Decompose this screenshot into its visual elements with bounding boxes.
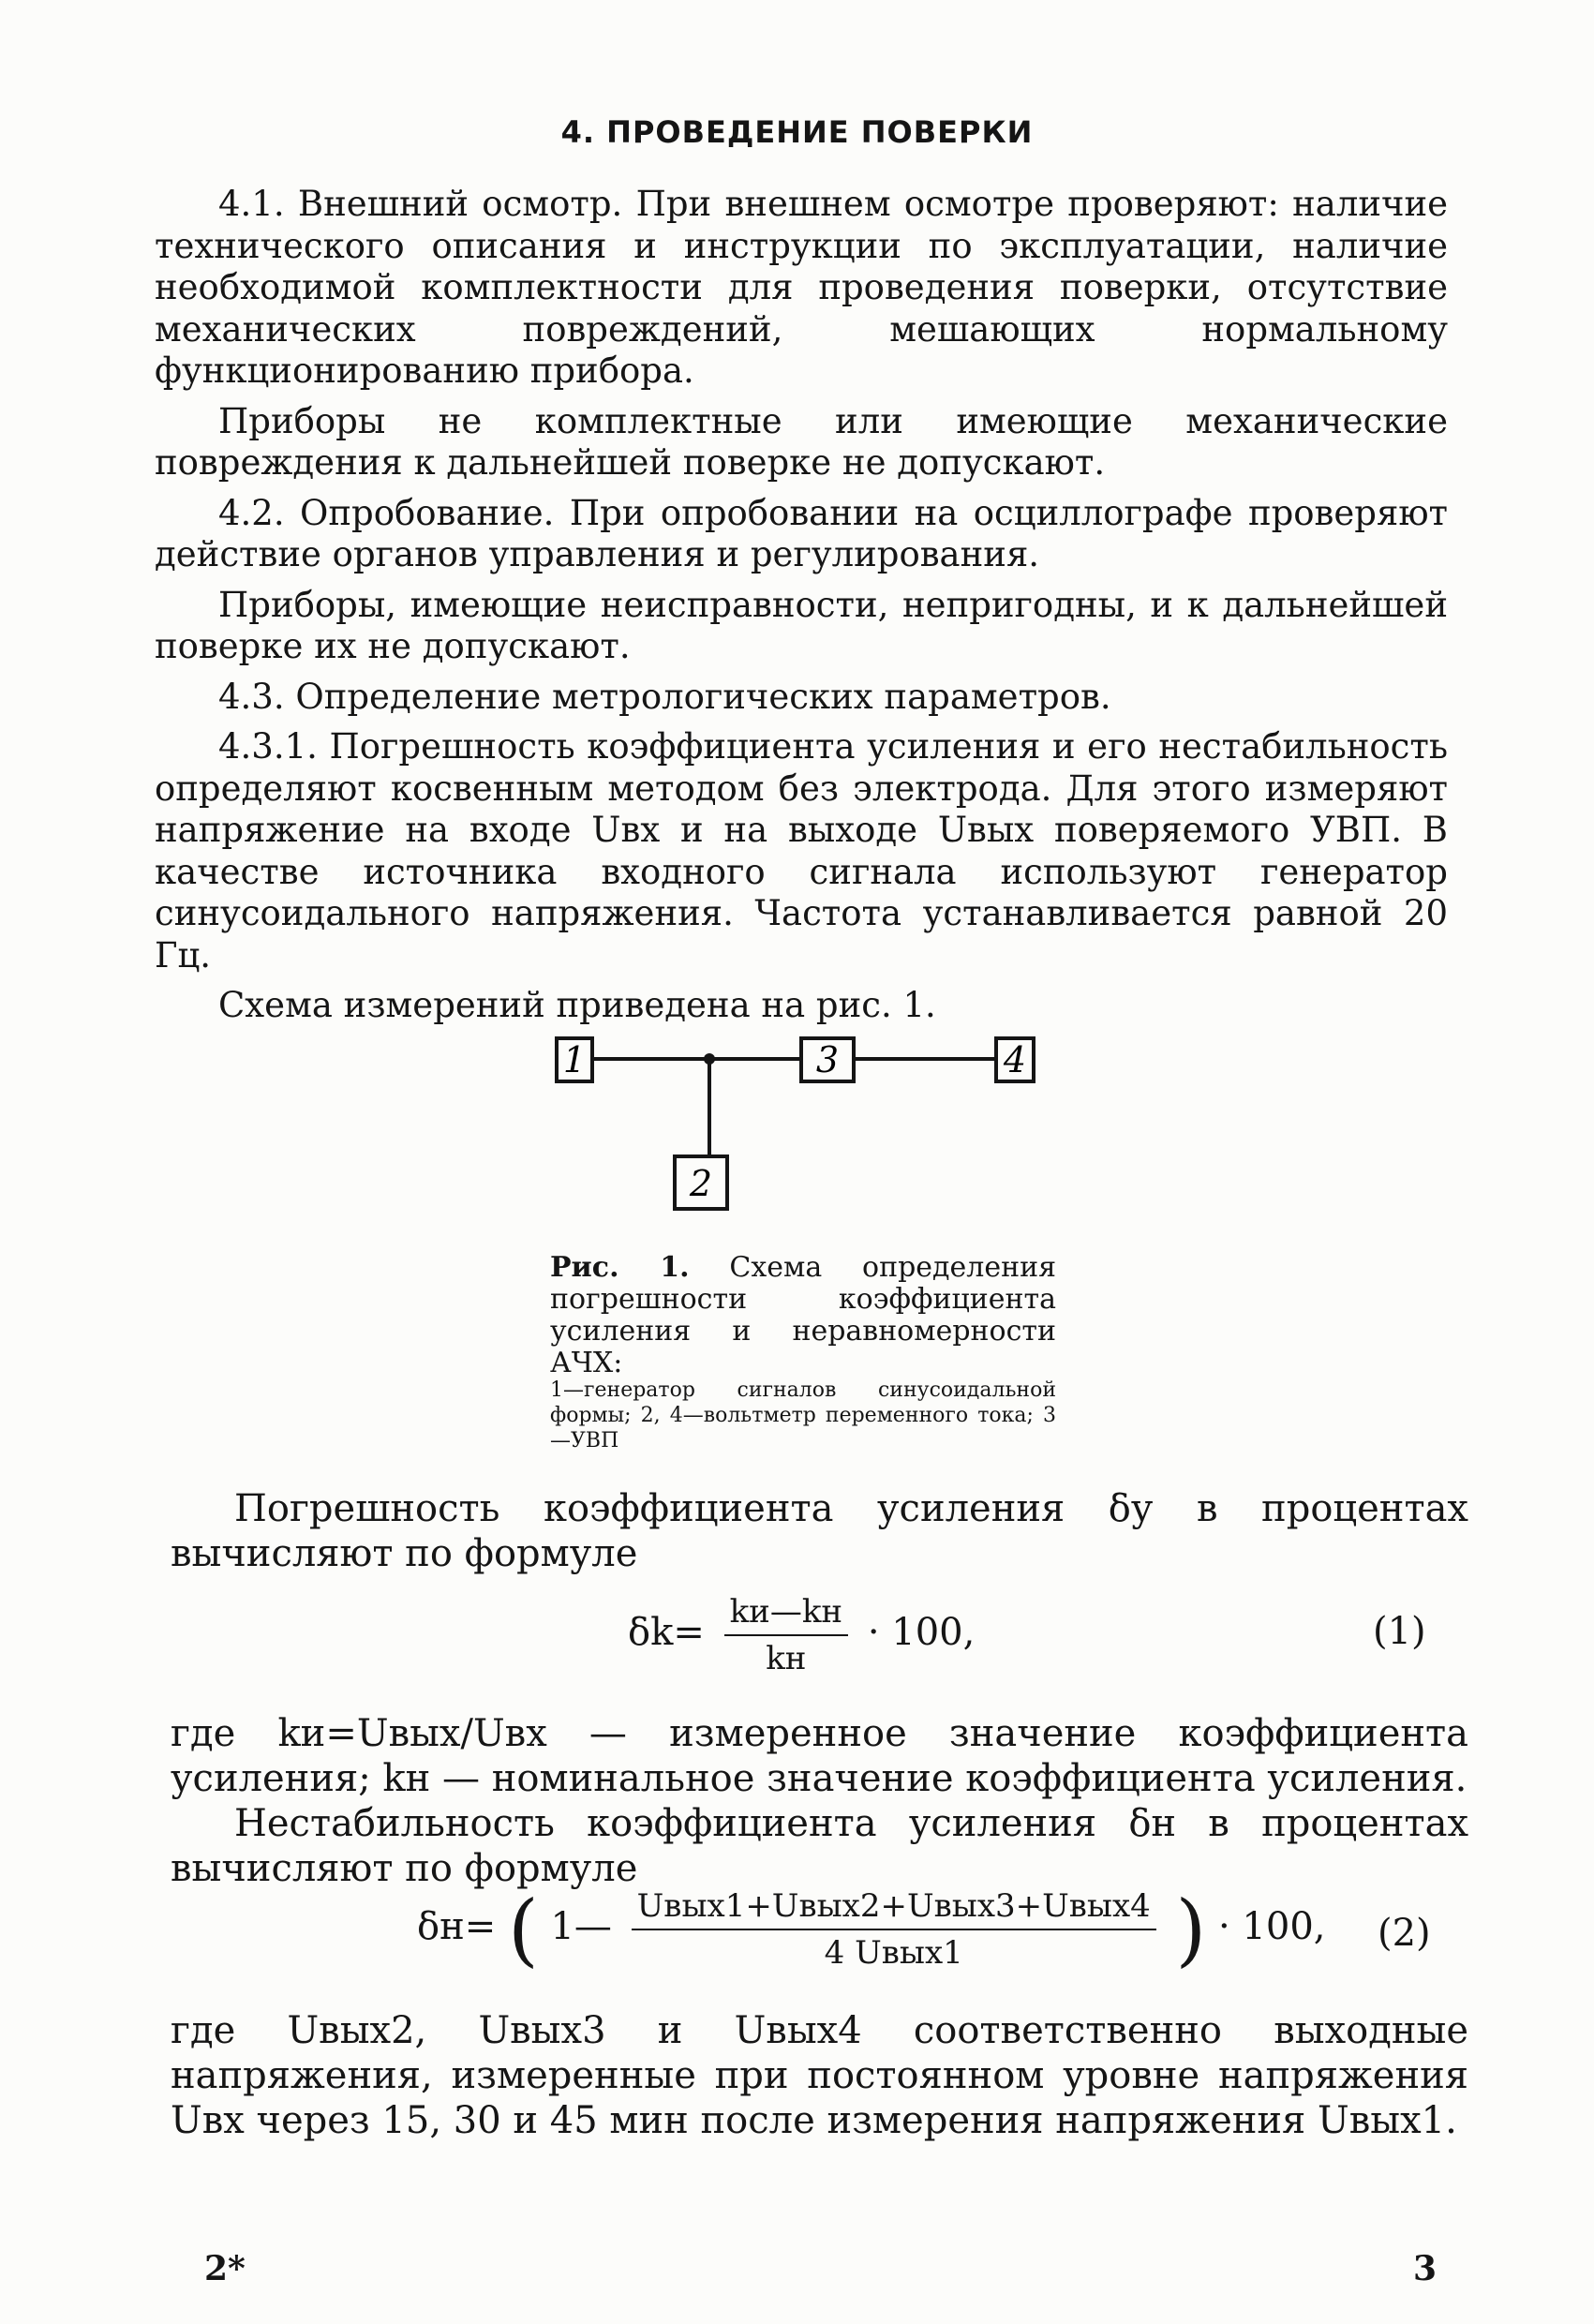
error-formula-intro: [171, 1486, 1468, 1576]
formula-2-number: (2): [1378, 1912, 1431, 1955]
formula-2-tail: · 100,: [1218, 1905, 1326, 1948]
formula-1-numerator: kи—kн: [724, 1593, 849, 1636]
formula-1-tail: · 100,: [867, 1611, 976, 1654]
formula-1-denominator: kн: [766, 1640, 807, 1677]
paragraph-4-3-1: 4.3.1. Погрешность коэффициента усиления и его нестабильность определяют косвенным методом без электрода. Для этого измеряют напряжение на входе Uвх и на выходе Uвых поверяемого УВП. В качестве источника входного сигнала используют генератор синусоидального напряжения. Частота устанавливается равной 20 Гц.: [155, 726, 1448, 976]
paragraph-scheme-ref: Схема измерений приведена на рис. 1.: [218, 985, 936, 1025]
figure-caption: [550, 1252, 1056, 1379]
junction-dot: [704, 1053, 715, 1065]
paragraph-where-k: где kи=Uвых/Uвх — измеренное значение коэффициента усиления; kн — номинальное значение коэффициента усиления.: [171, 1712, 1468, 1800]
formula-2-numerator: Uвых1+Uвых2+Uвых3+Uвых4: [632, 1887, 1156, 1930]
paragraph-instability-intro: Нестабильность коэффициента усиления δн в процентах вычисляют по формуле: [171, 1802, 1468, 1890]
paragraph-4-1: 4.1. Внешний осмотр. При внешнем осмотре проверяют: наличие технического описания и инструкции по эксплуатации, наличие необходимой комплектности для проведения поверки, отсутствие механических повреждений, мешающих нормальному функционированию прибора.: [155, 184, 1448, 391]
section-heading: 4. ПРОВЕДЕНИЕ ПОВЕРКИ: [560, 114, 1034, 150]
paragraph-incomplete-devices: Приборы не комплектные или имеющие механические повреждения к дальнейшей поверке не допускают.: [155, 400, 1448, 483]
caption-prefix: Рис. 1.: [550, 1251, 690, 1284]
formula-2-open-paren: (: [507, 1884, 539, 1975]
formula-2-close-paren: ): [1175, 1884, 1207, 1975]
block-2-label: 2: [689, 1163, 713, 1204]
formula-2: [417, 1884, 1326, 1975]
formula-2-lhs: δн=: [417, 1905, 497, 1948]
block-1-label: 1: [562, 1039, 587, 1080]
paragraph-faulty-devices: Приборы, имеющие неисправности, непригодны, и к дальнейшей поверке их не допускают.: [155, 584, 1448, 666]
paragraph-error-intro: Погрешность коэффициента усиления δу в процентах вычисляют по формуле: [171, 1487, 1468, 1575]
block-3-label: 3: [815, 1039, 840, 1080]
formula-1-number: (1): [1373, 1610, 1426, 1653]
formula-1-lhs: δk=: [628, 1611, 705, 1654]
formula-2-denominator: 4 Uвых1: [824, 1934, 963, 1972]
body-text: [155, 184, 1448, 1035]
paragraph-where-u: где Uвых2, Uвых3 и Uвых4 соответственно выходные напряжения, измеренные при постоянном уровне напряжения Uвх через 15, 30 и 45 мин после измерения напряжения Uвых1.: [171, 2009, 1468, 2142]
formula-2-fraction: [632, 1887, 1156, 1972]
page-number: 3: [1413, 2249, 1438, 2288]
formula-1-explanation: [171, 1711, 1468, 1891]
formula-1-fraction: [724, 1593, 849, 1677]
signature-mark: 2*: [204, 2249, 246, 2288]
formula-2-explanation: [171, 2008, 1468, 2143]
formula-2-one: 1—: [550, 1905, 612, 1948]
paragraph-4-2: 4.2. Опробование. При опробовании на осциллографе проверяют действие органов управления и регулирования.: [155, 492, 1448, 574]
paragraph-4-3: 4.3. Определение метрологических параметров.: [218, 676, 1111, 717]
figure-legend: 1—генератор сигналов синусоидальной формы; 2, 4—вольтметр переменного тока; 3—УВП: [550, 1378, 1056, 1452]
block-4-label: 4: [1003, 1039, 1027, 1080]
measurement-scheme-figure: [544, 1020, 1068, 1226]
caption-text: Схема определения погрешности коэффициента усиления и неравномерности АЧХ:: [550, 1251, 1056, 1379]
formula-1: [628, 1593, 975, 1677]
